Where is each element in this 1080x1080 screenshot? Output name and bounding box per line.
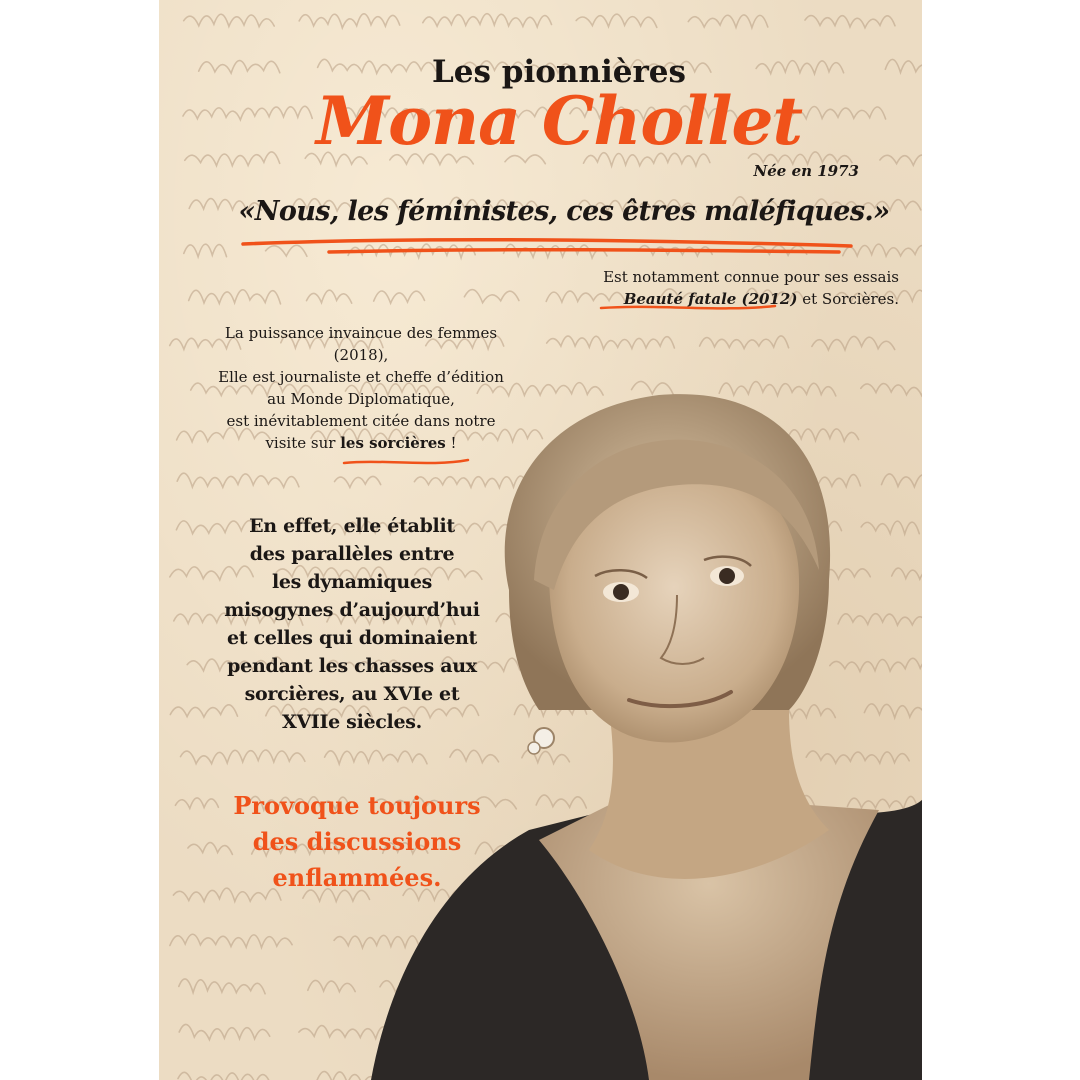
- handwriting-stroke: [184, 244, 227, 257]
- handwriting-stroke: [181, 750, 305, 764]
- handwriting-stroke: [576, 14, 657, 27]
- paragraph-line: et celles qui dominaient: [226, 627, 477, 649]
- paragraph-line: misogynes d’aujourd’hui: [224, 599, 480, 621]
- handwriting-stroke: [885, 59, 922, 73]
- bio-line: au Monde Diplomatique,: [267, 390, 455, 408]
- handwriting-stroke: [812, 336, 895, 350]
- handwriting-stroke: [805, 16, 895, 28]
- handwriting-stroke: [199, 61, 280, 74]
- handwriting-stroke: [179, 1024, 270, 1039]
- known-for-line1: Est notamment connue pour ses essais: [603, 268, 899, 286]
- handwriting-stroke: [547, 336, 675, 349]
- bio-line: Elle est journaliste et cheffe d’édition: [218, 368, 504, 386]
- book-title: Beauté fatale (2012): [623, 290, 798, 308]
- handwriting-stroke: [299, 14, 400, 28]
- closing-line: enflammées.: [272, 863, 442, 892]
- handwriting-stroke: [184, 14, 275, 26]
- handwriting-stroke: [880, 155, 922, 165]
- bio-suffix: !: [445, 434, 457, 452]
- closing-line: des discussions: [252, 827, 462, 856]
- paragraph-line: sorcières, au XVIe et: [244, 683, 460, 705]
- paragraph-line: des parallèles entre: [249, 543, 455, 565]
- paragraph-line: pendant les chasses aux: [227, 655, 477, 677]
- handwriting-stroke: [307, 290, 352, 303]
- book-underline-stroke: [599, 302, 779, 314]
- paragraph-line: XVIIe siècles.: [282, 711, 422, 733]
- handwriting-stroke: [177, 473, 299, 487]
- handwriting-stroke: [423, 14, 552, 27]
- paragraph-line: En effet, elle établit: [249, 515, 455, 537]
- handwriting-stroke: [178, 1072, 271, 1080]
- handwriting-stroke: [374, 291, 425, 303]
- birth-year: Née en 1973: [753, 162, 859, 180]
- person-name: Mona Chollet: [316, 82, 802, 160]
- bio-prefix: visite sur: [265, 434, 341, 452]
- main-paragraph: [207, 512, 497, 736]
- bio-line: La puissance invaincue des femmes: [224, 324, 498, 342]
- paragraph-line: les dynamiques: [271, 571, 433, 593]
- known-for-rest: et Sorcières.: [797, 290, 899, 308]
- closing-statement: [197, 788, 517, 896]
- handwriting-stroke: [688, 15, 768, 28]
- handwriting-stroke: [318, 59, 436, 73]
- poster: [159, 0, 922, 1080]
- bio-line: (2018),: [333, 346, 389, 364]
- handwriting-stroke: [179, 979, 265, 994]
- series-title: Les pionnières: [432, 54, 686, 90]
- handwriting-stroke: [185, 152, 280, 166]
- bio-line: est inévitablement citée dans notre: [226, 412, 496, 430]
- handwriting-stroke: [464, 290, 519, 303]
- handwriting-stroke: [308, 980, 355, 991]
- closing-line: Provoque toujours: [233, 791, 481, 820]
- handwriting-stroke: [700, 336, 789, 349]
- handwriting-stroke: [170, 934, 292, 947]
- quote-underline-stroke: [239, 232, 859, 262]
- handwriting-stroke: [189, 290, 281, 304]
- handwriting-stroke: [756, 61, 844, 74]
- quote: «Nous, les féministes, ces êtres maléfiques.»: [238, 196, 890, 227]
- sorcieres-mention: les sorcières: [340, 434, 446, 452]
